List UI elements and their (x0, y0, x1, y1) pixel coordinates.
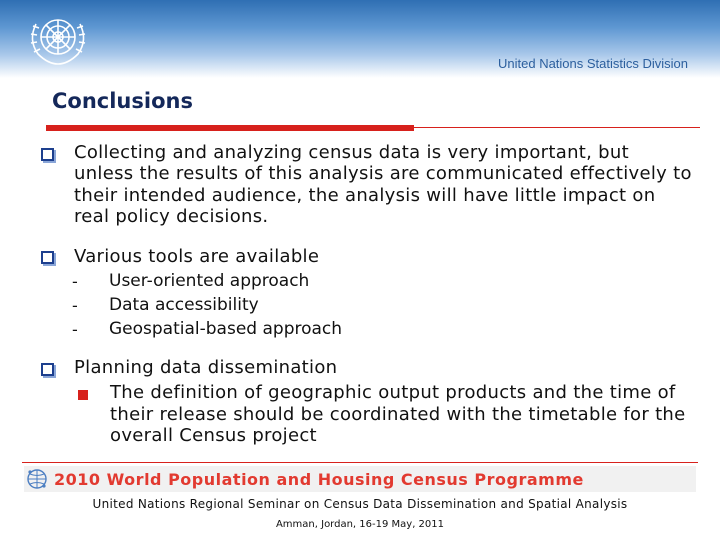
sub-item-user-oriented: User-oriented approach (109, 271, 310, 291)
hollow-square-bullet-icon (41, 251, 54, 264)
sub-item-geospatial: Geospatial-based approach (109, 319, 343, 339)
division-name: United Nations Statistics Division (498, 56, 689, 71)
filled-square-bullet-icon (78, 390, 88, 400)
seminar-location: Amman, Jordan, 16-19 May, 2011 (275, 519, 445, 530)
footer-divider (22, 462, 698, 463)
seminar-title: United Nations Regional Seminar on Census Data Dissemination and Spatial Analysis (92, 497, 628, 511)
hollow-square-bullet-icon (41, 148, 54, 161)
census-globe-icon (28, 470, 46, 488)
bullet-3-text: Planning data dissemination (74, 357, 338, 378)
sub-item-data-accessibility: Data accessibility (109, 295, 259, 315)
census-programme-banner (24, 466, 696, 492)
sub-item-planning-detail: The definition of geographic output products and the time of their release should be coordinated with the timetable for the overall Census project (110, 382, 686, 446)
un-emblem-icon (22, 10, 94, 68)
sub-item-dash: - (72, 320, 78, 339)
title-underline-thin (414, 127, 700, 128)
hollow-square-bullet-icon (41, 363, 54, 376)
slide-title: Conclusions (52, 89, 193, 113)
sub-item-dash: - (72, 296, 78, 315)
bullet-2-text: Various tools are available (74, 246, 320, 267)
title-underline-thick (46, 125, 414, 131)
banner-text: 2010 World Population and Housing Census Programme (54, 470, 584, 489)
sub-item-dash: - (72, 272, 78, 291)
bullet-1-text: Collecting and analyzing census data is very important, but unless the results of this analysis are communicated effectively to their intended audience, the analysis will have little impact on real policy decisions. (74, 142, 692, 227)
